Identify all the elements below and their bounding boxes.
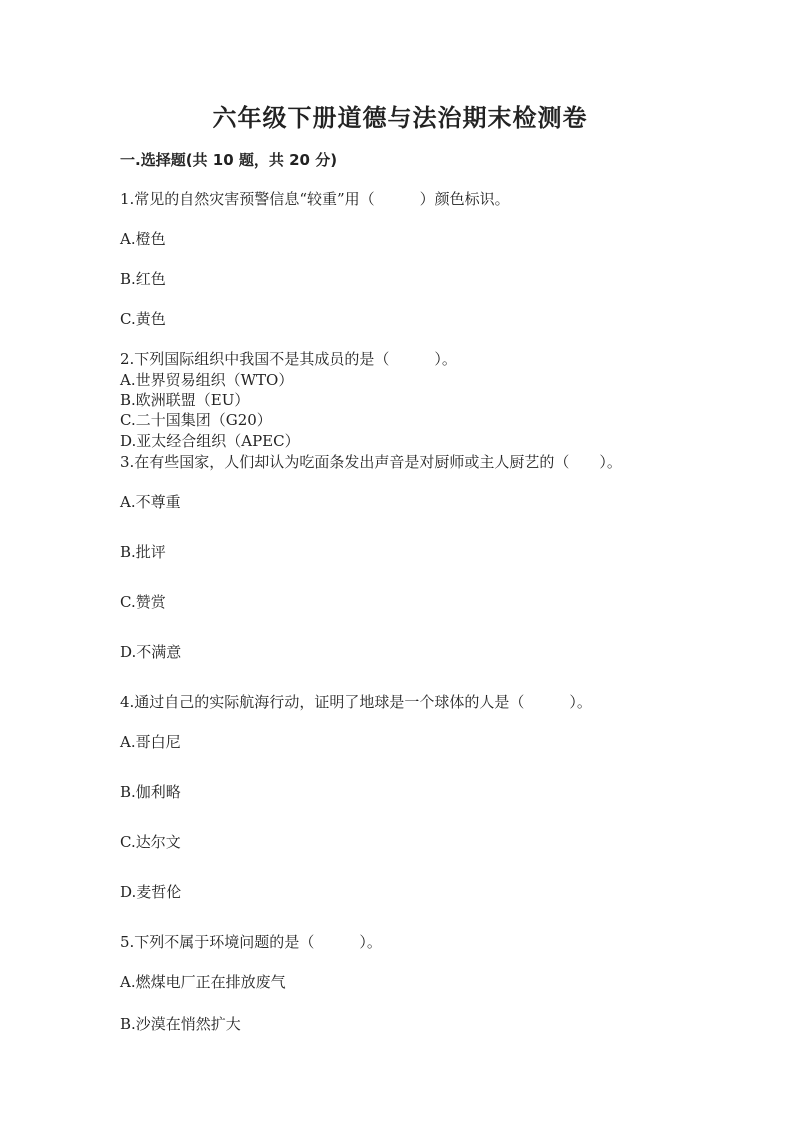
- question-5-option-a: A.燃煤电厂正在排放废气: [120, 973, 286, 991]
- question-1-stem: 1.常见的自然灾害预警信息“较重”用（ ）颜色标识。: [120, 190, 510, 208]
- question-4-option-d: D.麦哲伦: [120, 883, 182, 901]
- question-3-option-a: A.不尊重: [120, 493, 181, 511]
- question-2-option-d: D.亚太经合组织（APEC）: [120, 432, 300, 450]
- question-2-option-b: B.欧洲联盟（EU）: [120, 391, 250, 409]
- question-2-option-c: C.二十国集团（G20）: [120, 411, 272, 429]
- question-1-option-c: C.黄色: [120, 310, 166, 328]
- question-3-option-b: B.批评: [120, 543, 166, 561]
- question-4-option-a: A.哥白尼: [120, 733, 181, 751]
- question-4-option-c: C.达尔文: [120, 833, 181, 851]
- question-5-option-b: B.沙漠在悄然扩大: [120, 1015, 241, 1033]
- question-5-stem: 5.下列不属于环境问题的是（ ）。: [120, 933, 382, 951]
- question-4-stem: 4.通过自己的实际航海行动，证明了地球是一个球体的人是（ ）。: [120, 693, 592, 711]
- question-3-option-c: C.赞赏: [120, 593, 166, 611]
- question-3-stem: 3.在有些国家，人们却认为吃面条发出声音是对厨师或主人厨艺的（ ）。: [120, 453, 622, 471]
- question-2-option-a: A.世界贸易组织（WTO）: [120, 371, 294, 389]
- section-heading: 一.选择题(共 10 题，共 20 分): [120, 151, 338, 169]
- question-3-option-d: D.不满意: [120, 643, 182, 661]
- question-1-option-a: A.橙色: [120, 230, 166, 248]
- page-title: 六年级下册道德与法治期末检测卷: [212, 104, 588, 132]
- question-4-option-b: B.伽利略: [120, 783, 181, 801]
- question-1-option-b: B.红色: [120, 270, 166, 288]
- question-2-stem: 2.下列国际组织中我国不是其成员的是（ ）。: [120, 350, 457, 368]
